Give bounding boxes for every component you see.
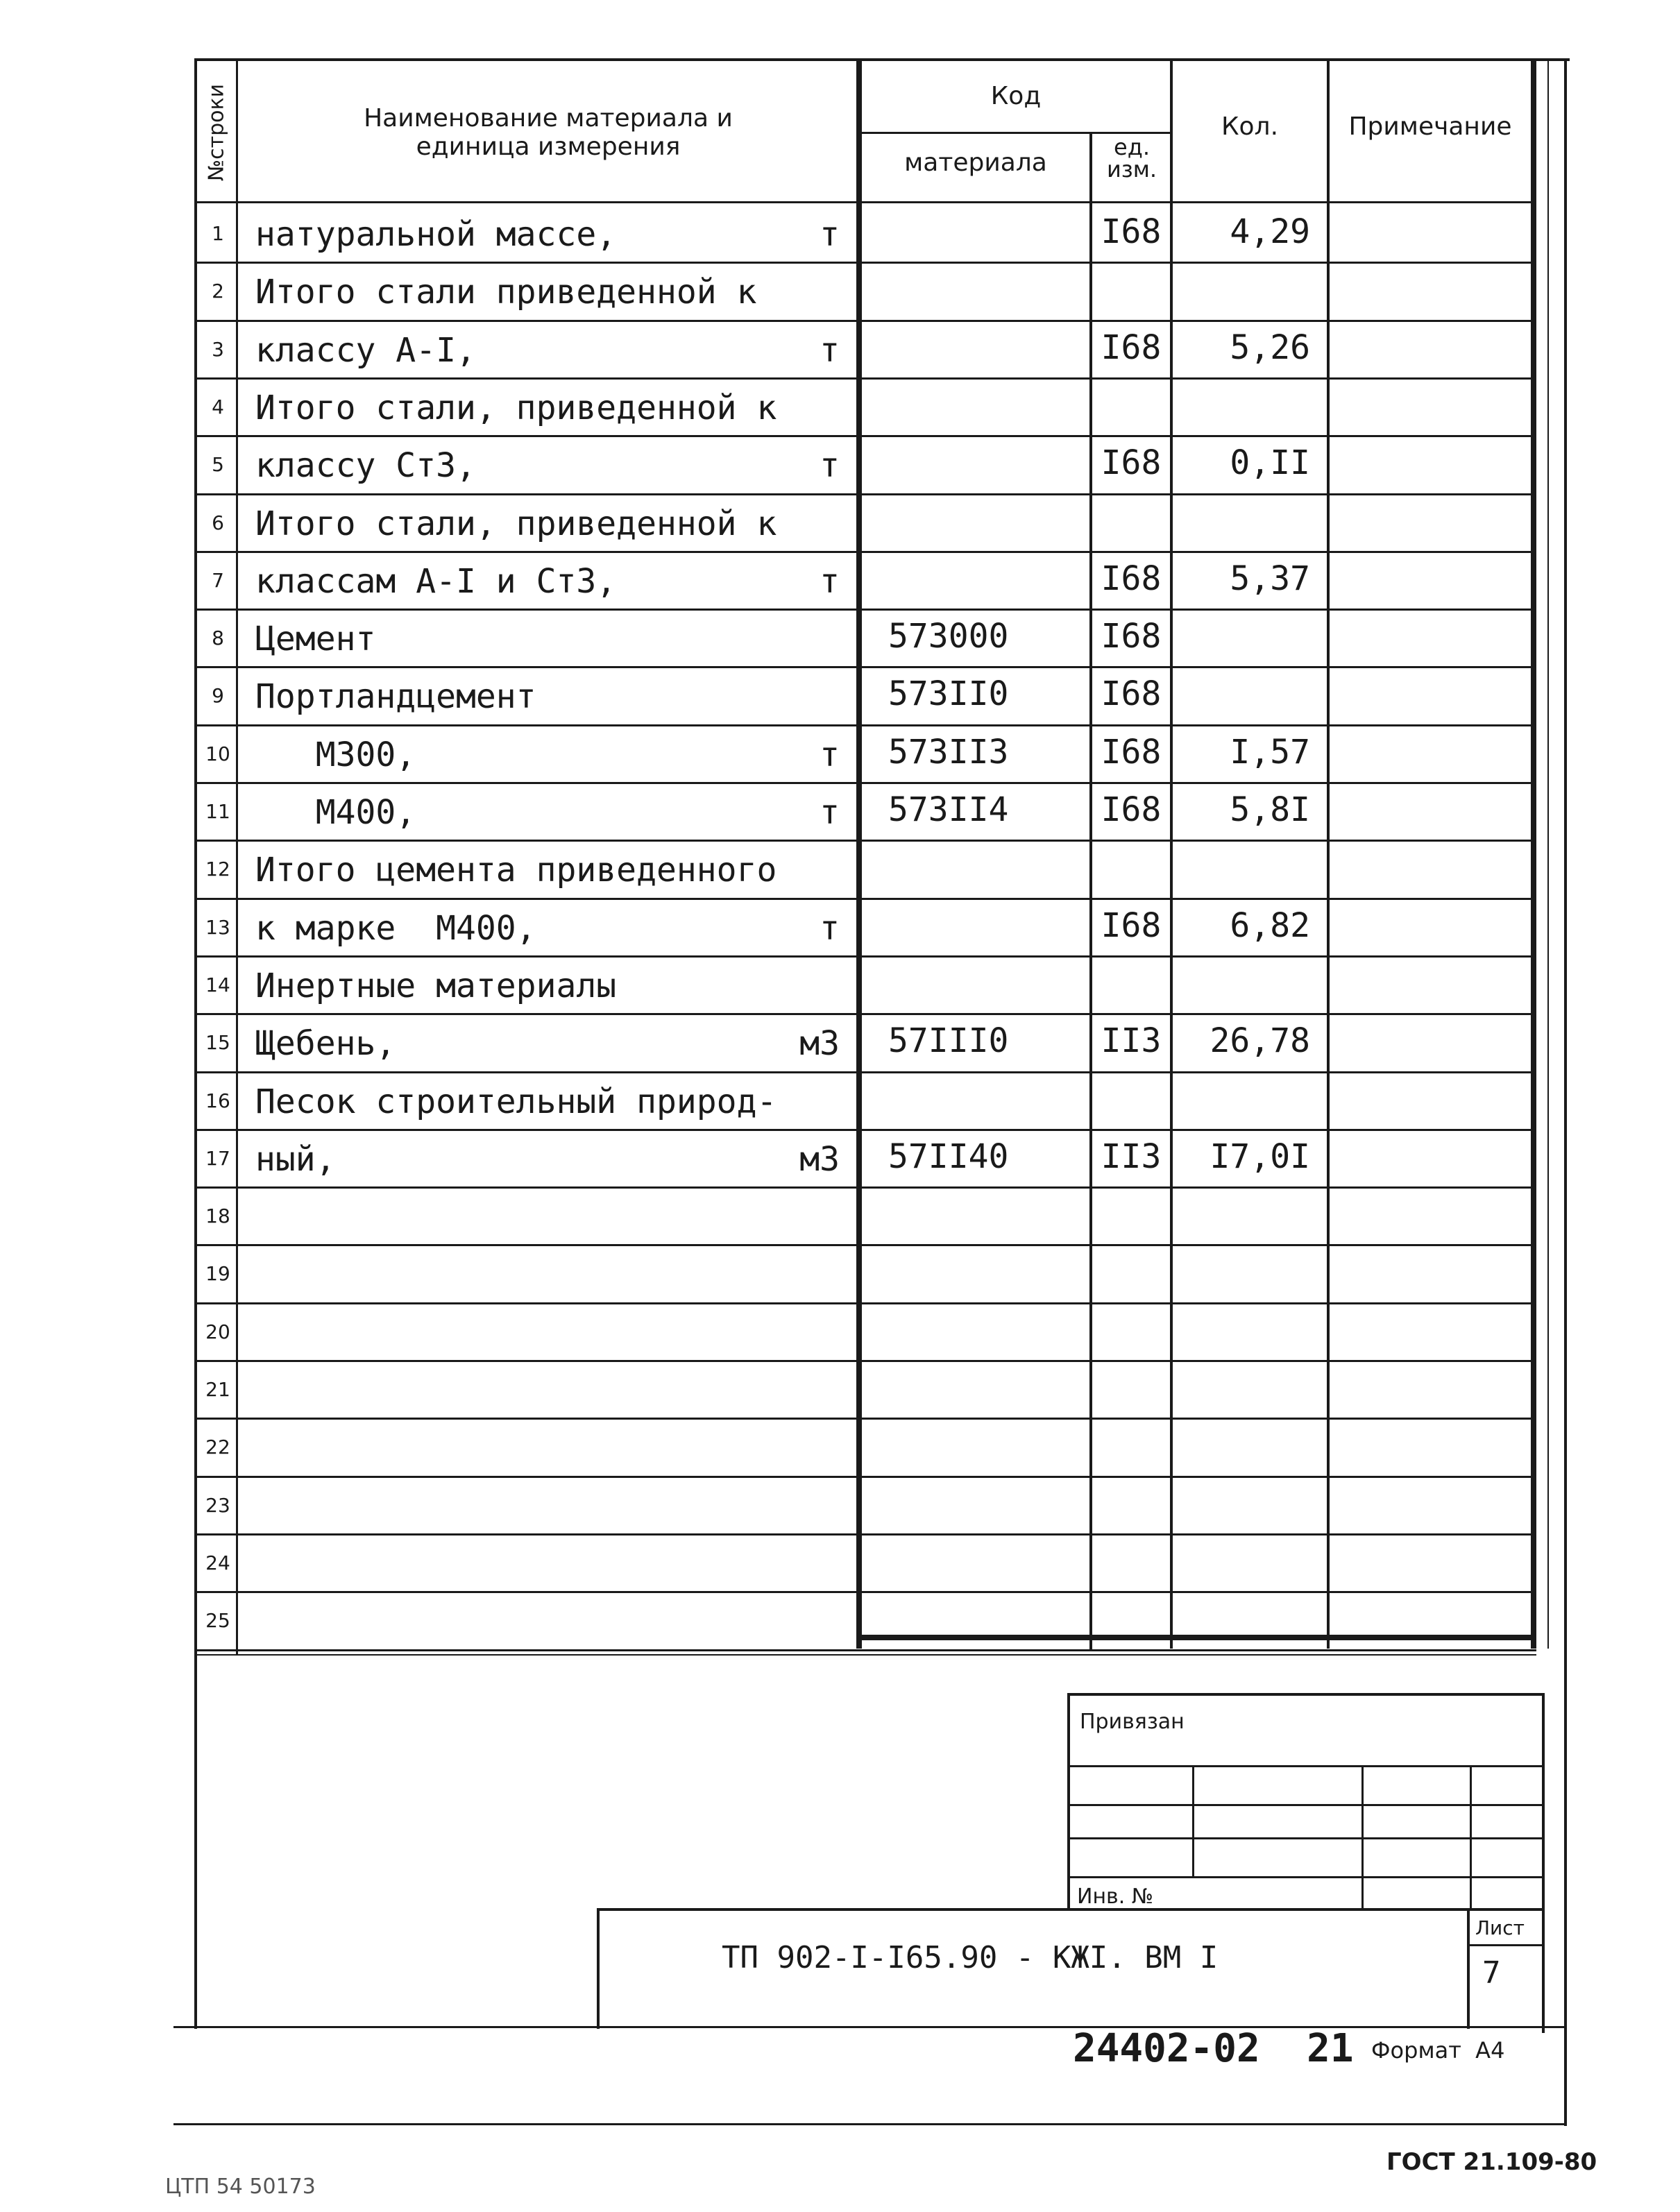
material-name: М300, — [255, 735, 416, 774]
table-row — [0, 1591, 1680, 1649]
material-name: классам А-I и Ст3, — [255, 562, 617, 601]
table-row — [0, 320, 1680, 377]
unit-of-measure: т — [820, 735, 840, 774]
row-number: 5 — [212, 453, 224, 476]
row-number: 4 — [212, 395, 224, 418]
table-row — [0, 840, 1680, 897]
unit-code: II3 — [1101, 1021, 1162, 1060]
row-number: 1 — [212, 222, 224, 245]
row-number: 8 — [212, 627, 224, 649]
quantity: 0,II — [1230, 443, 1310, 482]
material-code: 573II4 — [888, 790, 1009, 829]
table-row — [0, 493, 1680, 551]
material-code: 573II3 — [888, 733, 1009, 772]
table-row — [0, 1129, 1680, 1186]
material-name: Итого стали, приведенной к — [255, 389, 777, 427]
table-row — [0, 1244, 1680, 1302]
table-row — [0, 1533, 1680, 1591]
table-row — [0, 1071, 1680, 1129]
inventory-label: Инв. № — [1077, 1885, 1154, 1909]
table-row — [0, 782, 1680, 840]
quantity: 5,26 — [1230, 328, 1310, 367]
table-row — [0, 1013, 1680, 1071]
quantity: 5,8I — [1230, 790, 1310, 829]
row-number: 16 — [205, 1089, 230, 1112]
row-number: 24 — [205, 1551, 230, 1574]
unit-of-measure: т — [820, 331, 840, 370]
material-name: классу Ст3, — [255, 446, 476, 485]
material-name: Итого стали, приведенной к — [255, 504, 777, 543]
table-row — [0, 377, 1680, 435]
sheet-label: Лист — [1475, 1916, 1525, 1939]
row-number: 12 — [205, 858, 230, 880]
unit-code: I68 — [1101, 443, 1162, 482]
unit-code: I68 — [1101, 906, 1162, 945]
code-header: Код — [990, 82, 1042, 110]
row-number: 14 — [205, 973, 230, 996]
table-row — [0, 955, 1680, 1013]
table-row — [0, 1186, 1680, 1244]
corner-code: ЦТП 54 50173 — [165, 2175, 316, 2199]
quantity: 26,78 — [1210, 1021, 1310, 1060]
table-row — [0, 666, 1680, 724]
row-number: 6 — [212, 511, 224, 534]
row-number: 7 — [212, 569, 224, 592]
table-row — [0, 898, 1680, 955]
material-name: классу А-I, — [255, 331, 476, 370]
archive-number: 24402-02 21 — [1073, 2026, 1354, 2071]
unit-code: I68 — [1101, 559, 1162, 598]
quantity: 6,82 — [1230, 906, 1310, 945]
table-row — [0, 1360, 1680, 1418]
material-code-header: материала — [904, 148, 1047, 177]
material-name: Инертные материалы — [255, 967, 617, 1005]
row-number: 25 — [205, 1609, 230, 1632]
row-number: 17 — [205, 1147, 230, 1170]
unit-code: II3 — [1101, 1137, 1162, 1176]
unit-code: I68 — [1101, 674, 1162, 713]
row-number: 20 — [205, 1320, 230, 1343]
row-number: 11 — [205, 800, 230, 823]
table-row — [0, 1302, 1680, 1360]
document-code: ТП 902-I-I65.90 - КЖI. ВМ I — [722, 1940, 1219, 1975]
sheet-number: 7 — [1482, 1955, 1501, 1991]
unit-of-measure: т — [820, 909, 840, 948]
unit-header: ед. изм. — [1106, 134, 1157, 182]
material-name: М400, — [255, 793, 416, 832]
material-name: к марке М400, — [255, 909, 536, 948]
quantity: 4,29 — [1230, 212, 1310, 251]
row-number: 3 — [212, 338, 224, 361]
table-row — [0, 1418, 1680, 1475]
unit-of-measure: т — [820, 215, 840, 254]
quantity-header: Кол. — [1221, 112, 1279, 141]
quantity: I7,0I — [1210, 1137, 1310, 1176]
unit-of-measure: т — [820, 793, 840, 832]
material-code: 57II40 — [888, 1137, 1009, 1176]
material-name: Портландцемент — [255, 677, 536, 716]
quantity: 5,37 — [1230, 559, 1310, 598]
table-row — [0, 435, 1680, 493]
material-name: ный, — [255, 1140, 336, 1179]
row-number: 9 — [212, 684, 224, 707]
table-row — [0, 204, 1680, 262]
material-name: Песок строительный природ- — [255, 1082, 777, 1121]
unit-of-measure: т — [820, 562, 840, 601]
material-name: Итого цемента приведенного — [255, 851, 777, 890]
unit-code: I68 — [1101, 328, 1162, 367]
row-number: 2 — [212, 280, 224, 303]
material-code: 57III0 — [888, 1021, 1009, 1060]
material-name: Цемент — [255, 620, 376, 658]
material-name: Щебень, — [255, 1024, 396, 1063]
row-number: 13 — [205, 916, 230, 939]
row-number: 15 — [205, 1031, 230, 1054]
format-label: Формат А4 — [1371, 2037, 1505, 2064]
table-row — [0, 609, 1680, 666]
row-number: 21 — [205, 1378, 230, 1401]
unit-of-measure: т — [820, 446, 840, 485]
row-number: 10 — [205, 742, 230, 765]
unit-code: I68 — [1101, 790, 1162, 829]
unit-of-measure: м3 — [799, 1024, 840, 1063]
row-number-header: №строки — [204, 83, 229, 182]
note-header: Примечание — [1348, 112, 1512, 141]
row-number: 22 — [205, 1436, 230, 1458]
row-separator — [197, 1649, 1536, 1651]
bound-label: Привязан — [1080, 1710, 1185, 1734]
table-row — [0, 551, 1680, 609]
unit-code: I68 — [1101, 617, 1162, 656]
row-number: 19 — [205, 1262, 230, 1285]
table-row — [0, 262, 1680, 319]
material-name: натуральной массе, — [255, 215, 617, 254]
unit-of-measure: м3 — [799, 1140, 840, 1179]
quantity: I,57 — [1230, 733, 1310, 772]
material-name: Итого стали приведенной к — [255, 273, 757, 312]
name-header: Наименование материала и единица измерения — [364, 104, 733, 162]
row-number: 23 — [205, 1494, 230, 1517]
gost-label: ГОСТ 21.109-80 — [1386, 2148, 1597, 2176]
table-row — [0, 1476, 1680, 1533]
material-code: 573000 — [888, 617, 1009, 656]
material-code: 573II0 — [888, 674, 1009, 713]
row-number: 18 — [205, 1205, 230, 1227]
table-row — [0, 724, 1680, 782]
unit-code: I68 — [1101, 212, 1162, 251]
unit-code: I68 — [1101, 733, 1162, 772]
